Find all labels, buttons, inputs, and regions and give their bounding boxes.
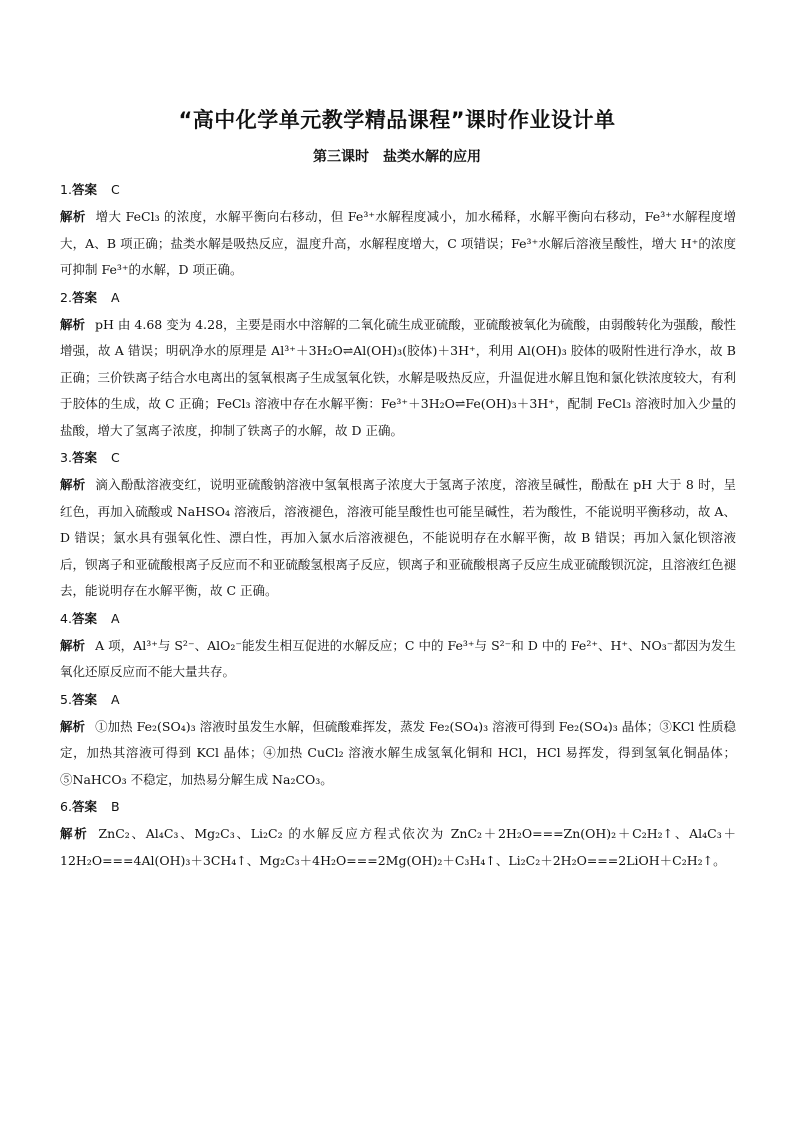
question-1-analysis <box>60 204 736 284</box>
question-number: 4. <box>60 610 72 626</box>
analysis-text: ①加热 Fe₂(SO₄)₃ 溶液时虽发生水解，但硫酸难挥发，蒸发 Fe₂(SO₄)₃ 溶液可得到 Fe₂(SO₄)₃ 晶体；③KCl 性质稳定，加热其溶液可得到 KCl 晶体；④加热 CuCl₂ 溶液水解生成氢氧化铜和 HCl，HCl 易挥发，得到氢氧化铜晶体；⑤NaHCO₃ 不稳定，加热易分解生成 Na₂CO₃。 <box>60 718 736 787</box>
analysis-label: 解析 <box>60 316 86 332</box>
analysis-text: pH 由 4.68 变为 4.28，主要是雨水中溶解的二氧化硫生成亚硫酸，亚硫酸被氧化为硫酸，由弱酸转化为强酸，酸性增强，故 A 错误；明矾净水的原理是 Al³⁺＋3H₂O⇌Al(OH)₃(胶体)＋3H⁺，利用 Al(OH)₃ 胶体的吸附性进行净水，故 B 正确；三价铁离子结合水电离出的氢氧根离子生成氢氧化铁，水解是吸热反应，升温促进水解且饱和氯化铁浓度较大，有利于胶体的生成，故 C 正确；FeCl₃ 溶液中存在水解平衡：Fe³⁺＋3H₂O⇌Fe(OH)₃＋3H⁺，配制 FeCl₃ 溶液时加入少量的盐酸，增大了氢离子浓度，抑制了铁离子的水解，故 D 正确。 <box>60 316 736 438</box>
question-2-analysis <box>60 312 736 445</box>
answer-list <box>60 176 736 878</box>
question-4-answer <box>60 609 736 629</box>
analysis-label: 解析 <box>60 718 86 734</box>
answer-choice: A <box>110 610 120 626</box>
answer-label: 答案 <box>71 691 97 707</box>
page-title: “高中化学单元教学精品课程”课时作业设计单 <box>178 108 616 132</box>
answer-choice: A <box>110 289 120 305</box>
analysis-text: 增大 FeCl₃ 的浓度，水解平衡向右移动，但 Fe³⁺水解程度减小，加水稀释，水解平衡向右移动，Fe³⁺水解程度增大，A、B 项正确；盐类水解是吸热反应，温度升高，水解程度增大，C 项错误；Fe³⁺水解后溶液呈酸性，增大 H⁺的浓度可抑制 Fe³⁺的水解，D 项正确。 <box>60 209 736 277</box>
question-3-answer <box>60 448 736 468</box>
analysis-label: 解析 <box>60 209 86 224</box>
answer-choice: A <box>110 691 120 707</box>
analysis-text: ZnC₂、Al₄C₃、Mg₂C₃、Li₂C₂ 的水解反应方程式依次为 ZnC₂＋2H₂O===Zn(OH)₂＋C₂H₂↑、Al₄C₃＋12H₂O===4Al(OH)₃＋3CH₄↑、Mg₂C₃＋4H₂O===2Mg(OH)₂＋C₃H₄↑、Li₂C₂＋2H₂O===2LiOH＋C₂H₂↑。 <box>60 826 736 868</box>
question-6-analysis <box>60 821 736 874</box>
analysis-label: 解析 <box>60 477 86 492</box>
question-number: 2. <box>60 289 72 305</box>
question-4-analysis <box>60 633 736 686</box>
question-number: 1. <box>60 182 72 197</box>
answer-label: 答案 <box>71 289 97 305</box>
analysis-label: 解析 <box>60 826 89 841</box>
page-subtitle: 第三课时 盐类水解的应用 <box>313 149 481 165</box>
answer-label: 答案 <box>71 610 97 626</box>
question-2-answer <box>60 288 736 308</box>
question-6-answer <box>60 797 736 817</box>
question-3-analysis <box>60 472 736 605</box>
question-1-answer <box>60 180 736 200</box>
answer-label: 答案 <box>71 182 97 197</box>
answer-choice: B <box>110 799 120 814</box>
question-number: 3. <box>60 450 72 465</box>
analysis-label: 解析 <box>60 637 86 653</box>
question-5-analysis <box>60 714 736 794</box>
answer-choice: C <box>110 182 120 197</box>
question-number: 6. <box>60 799 72 814</box>
analysis-text: A 项，Al³⁺与 S²⁻、AlO₂⁻能发生相互促进的水解反应；C 中的 Fe³⁺与 S²⁻和 D 中的 Fe²⁺、H⁺、NO₃⁻都因为发生氧化还原反应而不能大量共存。 <box>60 637 736 679</box>
answer-choice: C <box>110 450 120 465</box>
analysis-text: 滴入酚酞溶液变红，说明亚硫酸钠溶液中氢氧根离子浓度大于氢离子浓度，溶液呈碱性，酚酞在 pH 大于 8 时，呈红色，再加入硫酸或 NaHSO₄ 溶液后，溶液褪色，溶液可能呈酸性也可能呈碱性，若为酸性，不能说明平衡移动，故 A、D 错误；氯水具有强氧化性、漂白性，再加入氯水后溶液褪色，不能说明存在水解平衡，故 B 错误；再加入氯化钡溶液后，钡离子和亚硫酸根离子反应而不和亚硫酸氢根离子反应，钡离子和亚硫酸根离子反应生成亚硫酸钡沉淀，且溶液红色褪去，能说明存在水解平衡，故 C 正确。 <box>60 477 736 598</box>
question-5-answer <box>60 690 736 710</box>
answer-label: 答案 <box>71 799 97 814</box>
question-number: 5. <box>60 691 72 707</box>
answer-label: 答案 <box>71 450 97 465</box>
